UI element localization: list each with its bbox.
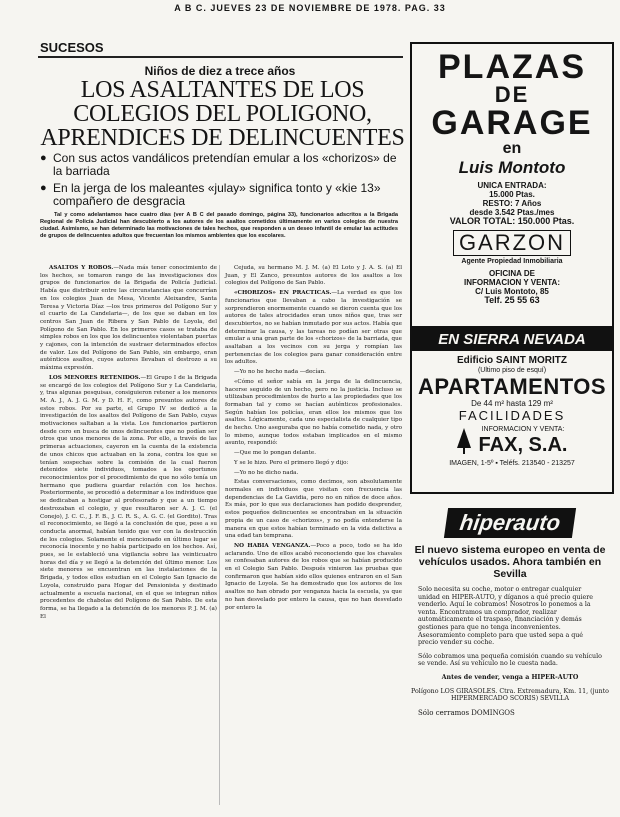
bullet-icon: ● bbox=[40, 182, 47, 194]
ad-rest: RESTO: 7 Años bbox=[482, 199, 542, 208]
bullet-item bbox=[40, 182, 400, 208]
ad-agent: Agente Propiedad Inmobiliaria bbox=[461, 258, 563, 265]
paragraph-subhead: «CHORIZOS» EN PRACTICAS. bbox=[234, 290, 332, 297]
paragraph-text: —Yo no he dicho nada. bbox=[234, 469, 299, 476]
ad-closing: Sólo cerramos DOMINGOS bbox=[418, 708, 515, 717]
ad-body: Sólo cobramos una pequeña comisión cuando su vehículo se vende. Así su vehículo no le cuesta nada. bbox=[418, 652, 602, 668]
ad-price-value: 15.000 Ptas. bbox=[489, 190, 535, 199]
ad-size: De 44 m² hasta 129 m² bbox=[471, 399, 553, 408]
ad-location: Luis Montoto bbox=[458, 158, 566, 177]
tree-icon bbox=[457, 428, 471, 454]
ad-sierra-nevada bbox=[410, 326, 614, 494]
column-divider bbox=[219, 265, 220, 805]
ad-brand-logo: GARZON bbox=[453, 230, 571, 256]
paragraph-text: —La verdad es que los funcionarios que llevaban a cabo la investigación se sorprendieron enormemente cuando se dieron cuenta que los autores de tales atrocidades eran unos niños que, tras ser descubiertos, no se habían inmutado por sus actos. Había que determinar la causa, y las tareas no podían ser otras que emular a una gran parte de los «chorizos» de la barriada, que asaltaban a los vecinos con su jerga y rompían las pertenencias de los colegios para ganar consideración entre los adultos. bbox=[225, 290, 402, 366]
paragraph bbox=[40, 375, 217, 622]
paragraph bbox=[225, 369, 402, 377]
page-header: A B C. JUEVES 23 DE NOVIEMBRE DE 1978. PAG. 33 bbox=[174, 3, 446, 13]
paragraph-subhead: NO HABIA VENGANZA. bbox=[234, 542, 311, 549]
ad-brand: FAX, S.A. bbox=[478, 434, 568, 456]
paragraph bbox=[225, 460, 402, 468]
paragraph-subhead: LOS MENORES RETENIDOS. bbox=[49, 374, 141, 381]
paragraph bbox=[225, 265, 402, 288]
ad-price-label: UNICA ENTRADA: bbox=[477, 181, 547, 190]
ad-subtitle: (Ultimo piso de esquí) bbox=[477, 367, 547, 374]
section-title: SUCESOS bbox=[40, 40, 104, 55]
ad-banner: EN SIERRA NEVADA bbox=[412, 328, 612, 351]
ad-location: Polígono LOS GIRASOLES. Ctra. Extremadura, Km. 11, (junto HIPERMERCADO SCORIS) SEVILLA bbox=[411, 687, 609, 703]
ad-contact-row bbox=[412, 425, 612, 457]
paragraph bbox=[40, 265, 217, 373]
ad-title-line: en bbox=[502, 140, 522, 157]
ad-title-line: GARAGE bbox=[431, 104, 593, 142]
ad-address: IMAGEN, 1-5º ▪ Teléfs. 213540 - 213257 bbox=[449, 460, 575, 467]
ad-phone: Telf. 25 55 63 bbox=[484, 295, 540, 305]
bullet-text: Con sus actos vandálicos pretendían emular a los «chorizos» de la barriada bbox=[53, 151, 397, 178]
paragraph-text: «Cómo el señor sabía en la jerga de la delincuencia, hacerse seguido de un hecho, pero no la justicia. Incluso se utilizaban procedimientos de hurto a las propiedades que los formaban tal y como se hacían auténticos profesionales. Según habían los policías, eran ellos los mismos que los asaltos. Lógicamente, cada uno especialista de cualquier tipo de hecho. Uno aseguraba que no había cometido nada, y otro lo mismo, aunque todos estaban implicados en el mismo asunto, respondió: bbox=[225, 378, 402, 447]
ad-title: APARTAMENTOS bbox=[417, 374, 607, 399]
paragraph-text: Cejuda, su hermano M. J. M. (a) El Loto y J. A. S. (a) El Juan, y El Zanco, presuntos autores de los asaltos a los colegios del Polígono de San Pablo. bbox=[225, 265, 402, 287]
paragraph-text: —El Grupo I de la Brigada se encargó de los colegios del Polígono Sur y La Candelaria, y, tras algunas pesquisas, consiguieron retener a los menores M. A. J., A. J. G. M. y D. H. F., como presuntos autores de estos robos. Por su parte, el Grupo IV se dedicó a la investigación de los asaltos del Polígono de San Pablo, cuyas motivaciones saltaban a la vista. Los funcionarios partieron desde cero en busca de unos delincuentes que no podían ser otros que unos menores de la zona. Por ello, a través de las primeras actuaciones, cayeron en la cuenta de la existencia de unos chicos que actuaban en la zona, contra los que se tenían sospechas sobre la comisión de la cual fueron detenidos siete individuos, tomados a los oportunos reconocimientos por el procedimiento de que no sólo tenía un hermano que pudiera guardar relación con los hechos. Posteriormente, se procedió a determinar a los individuos que se dedicaban a hostigar al profesorado y que a un tiempo destrozaban el colegio, y que resultaron ser A. J. C. (el Conejo), J. C. C., J. F. B., J. C. R. S., A. G. C. (el Gordito). Tras el reconocimiento, se llegó a la conclusión de que, pese a su conducta anormal, habían tenido que ver con la destrucción de los colegios. Solamente el mencionado en último lugar se reconocía inocente y no había participado en los hechos. Así, pues, se le estableció una vigilancia sobre las veinticuatro horas del día y se llegó a la detención del último menor. Los siete menores se encuentran en las instalaciones de la Brigada, y todos ellos estudian en el Colegio San Ignacio de Loyola, construido para Hogar del Pensionista y destinado actualmente a escuela nacional, en el que se integran niños procedentes de chabolas del Polígono de San Pablo. De esta forma, se ha llegado a la detención de los menores P. J. M. (a) El bbox=[40, 374, 218, 620]
ad-office: OFICINA DE bbox=[489, 269, 535, 278]
paragraph-text: —Nada más tener conocimiento de los hechos, se tomaron rango de las investigaciones dos grupos de funcionarios de la Brigada de Policía Judicial. Había que distribuir entre las circunstancias que concurrían en los colegios Juan de Mesa, Vicente Aleixandre, Santa Teresa y Victoria Díaz —los tres primeros del Polígono Sur y el cuarto de La Candelaria—, de los que se daban en los centros San Juan de Ribera y San Pablo de Loyola, del Polígono de San Pablo. En los primeros casos se trataba de simples robos en los que los delincuentes violentaban puertas y cajones, con la intención de sustraer determinados efectos de valor. Los del Polígono de San Pablo, sin embargo, eran auténticos asaltos, cuyos autores llevaban el destrozo a su máxima expresión. bbox=[40, 265, 217, 372]
article-column-2 bbox=[225, 265, 402, 614]
ad-total: VALOR TOTAL: 150.000 Ptas. bbox=[449, 216, 575, 226]
bullet-text: En la jerga de los maleantes «julay» significa tonto y «kie 13» compañero de desgracia bbox=[53, 181, 381, 208]
ad-office: INFORMACION Y VENTA: bbox=[463, 278, 560, 287]
paragraph bbox=[225, 543, 402, 612]
ad-title-line: PLAZAS bbox=[438, 48, 586, 86]
article-lead: Tal y como adelantamos hace cuatro días (ver A B C del pasado domingo, página 33), funcionarios adscritos a la Brigada Regional de Policía Judicial han descubierto a los autores de los asaltos cometidos últimamente en varios colegios de nuestra ciudad. Asimismo, se han determinado las motivaciones de tales hechos, que responden a un deseo infantil de emular las actitudes de grupos de delincuentes adultos que frecuentan los mismos ambientes que los escolares. bbox=[40, 212, 398, 239]
paragraph-text: —Yo no he hecho nada —decían. bbox=[234, 369, 326, 376]
ad-monthly: desde 3.542 Ptas./mes bbox=[469, 208, 555, 217]
ad-facilities: FACILIDADES bbox=[458, 408, 566, 423]
article-headline: LOS ASALTANTES DE LOS COLEGIOS DEL POLIGONO, APRENDICES DE DELINCUENTES bbox=[40, 77, 405, 151]
ad-title-line: DE bbox=[494, 82, 530, 107]
paragraph bbox=[225, 470, 402, 478]
article-bullets bbox=[40, 152, 400, 212]
paragraph-text: Estas conversaciones, como decimos, son absolutamente normales en individuos que visitan con frecuencia las dependencias de La Gavidia, pero no en niños de doce años. Es más, por lo que sus declaraciones han podido desprender, estos pequeños delincuentes se encontraban en la situación propia de un caso de «chorizos», y no podía entenderse la manera en que estos habían terminado en la vida delictiva a una edad tan temprana. bbox=[225, 479, 402, 540]
paragraph-text: —Que me lo pongan delante. bbox=[234, 450, 316, 457]
ad-info: INFORMACION Y VENTA: bbox=[481, 426, 565, 433]
ad-hiperauto bbox=[410, 504, 610, 810]
ad-building: Edificio SAINT MORITZ bbox=[457, 355, 567, 366]
paragraph bbox=[225, 290, 402, 367]
section-rule bbox=[38, 56, 403, 58]
bullet-icon: ● bbox=[40, 152, 47, 164]
paragraph-text: —Poco a poco, todo se ha ido aclarando. Uno de ellos acabó reconociendo que los chavales se confesaban autores de los robos que se habían producido en el Colegio San Pablo. Después vinieron las pruebas que confirmaron que habían sido ellos quienes entraron en el San Ignacio de Loyola. Se ha demostrado que los autores de los asaltos no han obrado por venganza hacia la escuela, ya que no han desvelado por entero la causa, que no han desvelado por entero la bbox=[225, 542, 402, 611]
paragraph-text: Y se le hizo. Pero el primero llegó y dijo: bbox=[234, 459, 349, 466]
ad-intro: El nuevo sistema europeo en venta de vehículos usados. Ahora también en Sevilla bbox=[414, 544, 606, 580]
paragraph bbox=[225, 450, 402, 458]
ad-address: C/ Luis Montoto, 85 bbox=[475, 287, 549, 296]
ad-body: Solo necesita su coche, motor o entregar cualquier unidad en HIPER-AUTO, y díganos a qué precio quiere venderlo. Aquí le cobramos! Nosotros lo ponemos a la venta. Encontramos un comprador, realizar automáticamente el traspaso, financiación y demás gestiones para que no tenga inconvenientes. Asesoramiento completo para que usted sepa a qué precio vender su coche. bbox=[418, 586, 593, 647]
paragraph bbox=[225, 379, 402, 448]
ad-logo: hiperauto bbox=[444, 508, 576, 538]
article-column-1 bbox=[40, 265, 217, 623]
ad-sell: Antes de vender, venga a HIPER-AUTO bbox=[441, 673, 579, 681]
article-kicker: Niños de diez a trece años bbox=[144, 64, 296, 78]
paragraph bbox=[225, 479, 402, 541]
ad-plazas-garage bbox=[410, 42, 614, 338]
paragraph-subhead: ASALTOS Y ROBOS. bbox=[49, 265, 114, 271]
bullet-item bbox=[40, 152, 400, 178]
